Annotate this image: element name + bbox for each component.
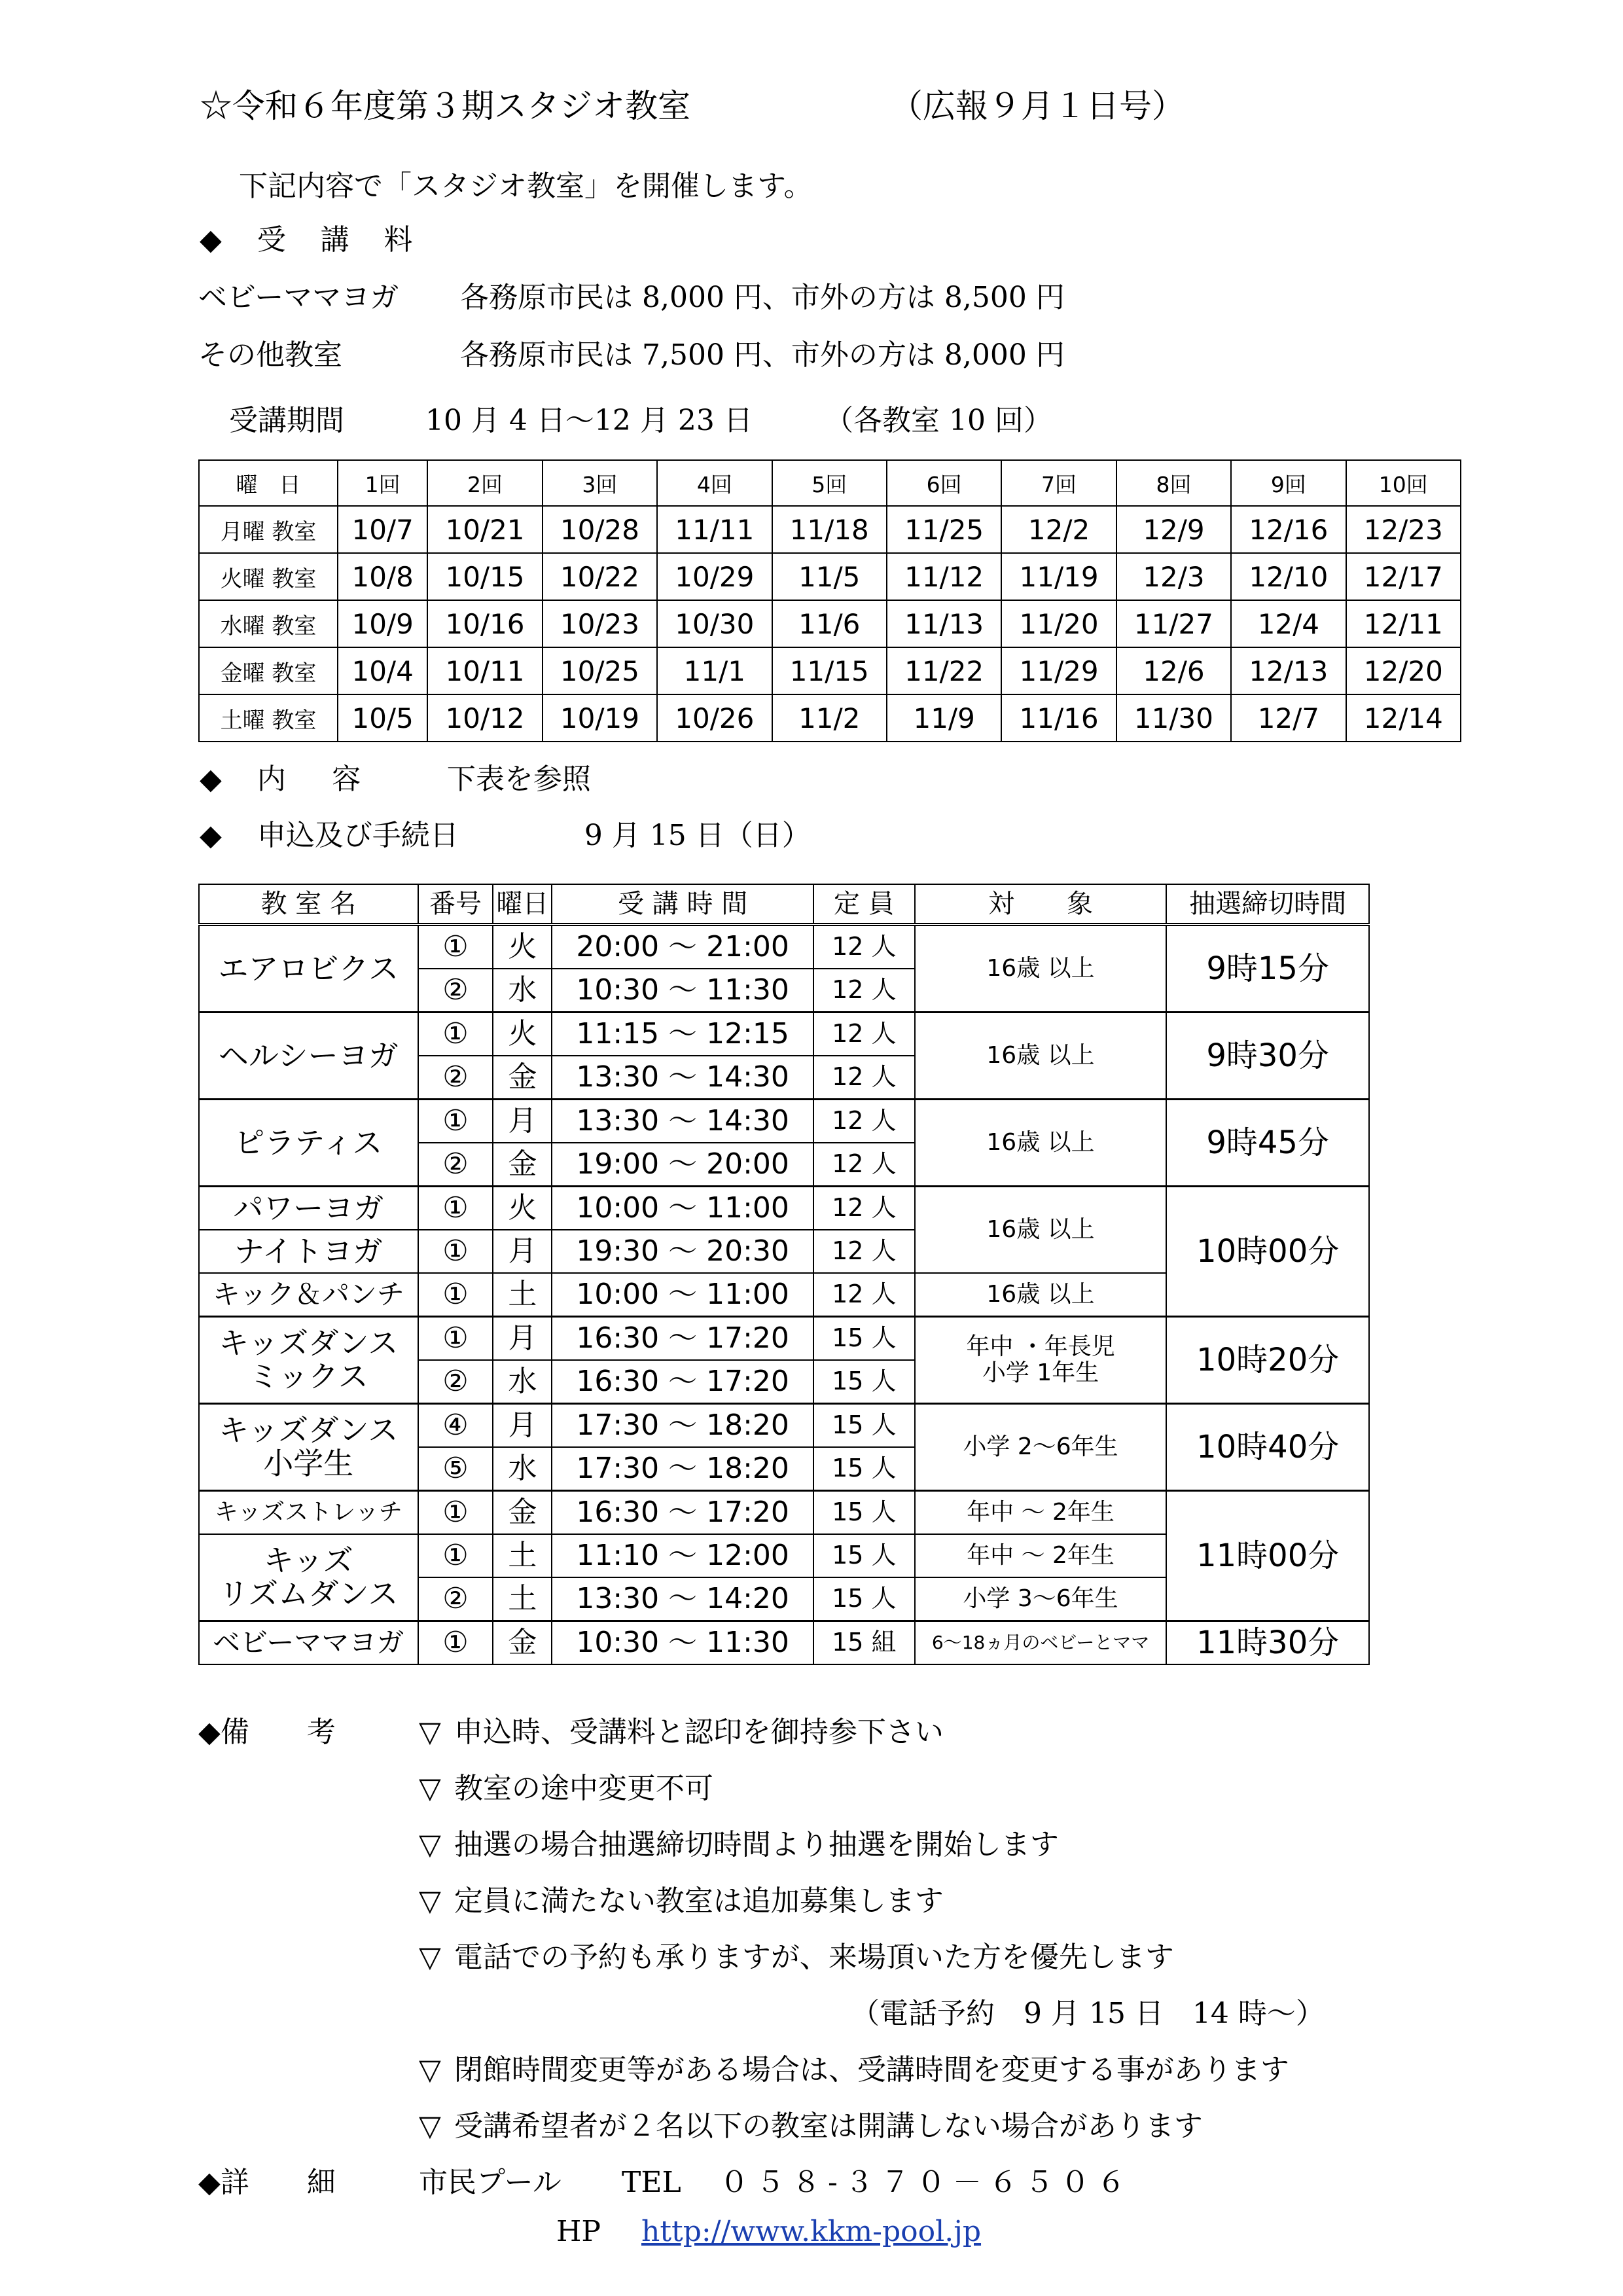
class-deadline: 9時45分 bbox=[1166, 1100, 1369, 1187]
diamond-bullet-icon: ◆ bbox=[200, 819, 222, 852]
intro-text: 下記内容で「スタジオ教室」を開催します。 bbox=[239, 170, 813, 203]
details-heading: ◆詳 細 bbox=[198, 2166, 336, 2199]
schedule-header-cell: 4回 bbox=[657, 460, 772, 506]
class-name-line: キッズダンス bbox=[219, 1412, 399, 1448]
class-day: 火 bbox=[493, 1013, 552, 1056]
schedule-date: 11/25 bbox=[887, 506, 1001, 553]
class-row bbox=[199, 1317, 1369, 1361]
schedule-date: 10/19 bbox=[543, 694, 657, 742]
class-target: 16歳 以上 bbox=[915, 1013, 1167, 1100]
remark-text: 申込時、受講料と認印を御持参下さい bbox=[454, 1715, 944, 1749]
schedule-date: 11/15 bbox=[772, 647, 887, 694]
class-name-line: ミックス bbox=[248, 1359, 368, 1394]
hp-label: HP bbox=[556, 2215, 601, 2248]
class-capacity: 15 人 bbox=[813, 1360, 915, 1404]
schedule-table bbox=[198, 459, 1461, 742]
class-number: ① bbox=[418, 1491, 493, 1535]
schedule-date: 10/9 bbox=[338, 600, 427, 647]
class-name-line: キッズ bbox=[263, 1543, 353, 1579]
schedule-header-cell: 1回 bbox=[338, 460, 427, 506]
period-label: 受講期間 bbox=[229, 404, 344, 437]
class-header-cell: 番号 bbox=[418, 884, 493, 925]
remark-item bbox=[419, 1708, 944, 1750]
class-name bbox=[199, 1404, 418, 1491]
class-name: ピラティス bbox=[199, 1100, 418, 1187]
schedule-date: 12/13 bbox=[1231, 647, 1346, 694]
class-time: 10:00 ～ 11:00 bbox=[552, 1273, 813, 1317]
schedule-row bbox=[199, 506, 1461, 553]
class-number: ① bbox=[418, 1230, 493, 1273]
class-target: 小学 2～6年生 bbox=[915, 1404, 1167, 1491]
schedule-date: 10/8 bbox=[338, 553, 427, 600]
schedule-date: 11/18 bbox=[772, 506, 887, 553]
class-day: 土 bbox=[493, 1273, 552, 1317]
class-capacity: 15 人 bbox=[813, 1534, 915, 1577]
diamond-bullet-icon: ◆ bbox=[200, 223, 222, 257]
period-value: 10 月 4 日～12 月 23 日 bbox=[425, 404, 753, 437]
class-number: ② bbox=[418, 1143, 493, 1187]
triangle-bullet-icon: ▽ bbox=[419, 1828, 441, 1861]
schedule-date: 11/19 bbox=[1001, 553, 1116, 600]
schedule-date: 12/3 bbox=[1116, 553, 1231, 600]
fee-row bbox=[198, 331, 1065, 373]
schedule-header-cell: 7回 bbox=[1001, 460, 1116, 506]
schedule-day: 火曜 教室 bbox=[199, 553, 338, 600]
remark-text: 受講希望者が２名以下の教室は開講しない場合があります bbox=[454, 2109, 1203, 2143]
class-header-row bbox=[199, 884, 1369, 925]
schedule-header-row bbox=[199, 460, 1461, 506]
class-header-cell: 定 員 bbox=[813, 884, 915, 925]
schedule-date: 12/9 bbox=[1116, 506, 1231, 553]
class-deadline: 10時00分 bbox=[1166, 1187, 1369, 1317]
class-table bbox=[198, 884, 1370, 1665]
class-capacity: 15 人 bbox=[813, 1317, 915, 1361]
class-number: ① bbox=[418, 1534, 493, 1577]
class-name: パワーヨガ bbox=[199, 1187, 418, 1230]
class-day: 月 bbox=[493, 1317, 552, 1361]
diamond-bullet-icon: ◆ bbox=[200, 762, 222, 796]
application-value: 9 月 15 日（日） bbox=[584, 819, 811, 852]
class-day: 土 bbox=[493, 1577, 552, 1621]
schedule-date: 10/22 bbox=[543, 553, 657, 600]
class-number: ① bbox=[418, 1273, 493, 1317]
class-capacity: 15 人 bbox=[813, 1491, 915, 1535]
class-time: 13:30 ～ 14:30 bbox=[552, 1056, 813, 1100]
class-time: 10:00 ～ 11:00 bbox=[552, 1187, 813, 1230]
triangle-bullet-icon: ▽ bbox=[419, 2109, 441, 2143]
class-target: 年中 ～ 2年生 bbox=[915, 1491, 1167, 1535]
schedule-day: 金曜 教室 bbox=[199, 647, 338, 694]
remark-item bbox=[419, 1933, 1174, 1975]
class-name: ナイトヨガ bbox=[199, 1230, 418, 1273]
class-target bbox=[915, 1317, 1167, 1404]
remark-item bbox=[419, 2102, 1203, 2144]
schedule-date: 11/6 bbox=[772, 600, 887, 647]
class-time: 20:00 ～ 21:00 bbox=[552, 925, 813, 969]
schedule-date: 10/28 bbox=[543, 506, 657, 553]
schedule-date: 12/11 bbox=[1346, 600, 1461, 647]
schedule-date: 11/13 bbox=[887, 600, 1001, 647]
class-row bbox=[199, 1621, 1369, 1665]
class-time: 16:30 ～ 17:20 bbox=[552, 1360, 813, 1404]
class-row bbox=[199, 1100, 1369, 1143]
details-contact bbox=[419, 2159, 1133, 2200]
schedule-date: 11/12 bbox=[887, 553, 1001, 600]
class-capacity: 12 人 bbox=[813, 1187, 915, 1230]
schedule-header-cell: 曜 日 bbox=[199, 460, 338, 506]
tel-number: ０５８‐３７０－６５０６ bbox=[720, 2166, 1133, 2199]
class-header-cell: 受 講 時 間 bbox=[552, 884, 813, 925]
class-number: ① bbox=[418, 1100, 493, 1143]
schedule-header-cell: 2回 bbox=[427, 460, 542, 506]
class-row bbox=[199, 1491, 1369, 1535]
class-target: 16歳 以上 bbox=[915, 925, 1167, 1013]
class-day: 水 bbox=[493, 969, 552, 1013]
class-time: 10:30 ～ 11:30 bbox=[552, 969, 813, 1013]
schedule-date: 10/7 bbox=[338, 506, 427, 553]
remark-item bbox=[419, 2046, 1289, 2088]
content-row bbox=[200, 755, 591, 797]
triangle-bullet-icon: ▽ bbox=[419, 1715, 441, 1749]
class-number: ② bbox=[418, 1577, 493, 1621]
class-day: 金 bbox=[493, 1143, 552, 1187]
class-time: 13:30 ～ 14:30 bbox=[552, 1100, 813, 1143]
schedule-date: 10/12 bbox=[427, 694, 542, 742]
homepage-link[interactable]: http://www.kkm-pool.jp bbox=[641, 2215, 982, 2248]
schedule-date: 11/9 bbox=[887, 694, 1001, 742]
schedule-date: 10/4 bbox=[338, 647, 427, 694]
remark-item bbox=[419, 1765, 713, 1806]
triangle-bullet-icon: ▽ bbox=[419, 2053, 441, 2087]
remark-text: 抽選の場合抽選締切時間より抽選を開始します bbox=[454, 1828, 1059, 1861]
schedule-row bbox=[199, 600, 1461, 647]
triangle-bullet-icon: ▽ bbox=[419, 1941, 441, 1974]
schedule-row bbox=[199, 553, 1461, 600]
class-number: ⑤ bbox=[418, 1447, 493, 1491]
class-deadline: 11時00分 bbox=[1166, 1491, 1369, 1621]
class-capacity: 12 人 bbox=[813, 1230, 915, 1273]
class-row bbox=[199, 1187, 1369, 1230]
remark-text: 教室の途中変更不可 bbox=[454, 1772, 713, 1805]
class-name: キック＆パンチ bbox=[199, 1273, 418, 1317]
class-header-cell: 曜日 bbox=[493, 884, 552, 925]
class-time: 11:15 ～ 12:15 bbox=[552, 1013, 813, 1056]
class-name-line: キッズダンス bbox=[219, 1325, 399, 1361]
schedule-date: 10/15 bbox=[427, 553, 542, 600]
class-number: ① bbox=[418, 1621, 493, 1665]
class-name: ヘルシーヨガ bbox=[199, 1013, 418, 1100]
schedule-row bbox=[199, 694, 1461, 742]
remark-text: 電話での予約も承りますが、来場頂いた方を優先します bbox=[454, 1941, 1174, 1974]
fee-text: 各務原市民は 7,500 円、市外の方は 8,000 円 bbox=[460, 338, 1065, 372]
class-capacity: 12 人 bbox=[813, 925, 915, 969]
schedule-date: 10/21 bbox=[427, 506, 542, 553]
class-number: ② bbox=[418, 1360, 493, 1404]
schedule-day: 土曜 教室 bbox=[199, 694, 338, 742]
class-target: 16歳 以上 bbox=[915, 1273, 1167, 1317]
content-value: 下表を参照 bbox=[446, 762, 591, 796]
class-time: 10:30 ～ 11:30 bbox=[552, 1621, 813, 1665]
class-name: エアロビクス bbox=[199, 925, 418, 1013]
remark-item bbox=[419, 1821, 1059, 1863]
phone-note: （電話予約 9 月 15 日 14 時～） bbox=[851, 1997, 1325, 2030]
class-number: ④ bbox=[418, 1404, 493, 1448]
period-row bbox=[229, 397, 1052, 439]
schedule-date: 10/26 bbox=[657, 694, 772, 742]
remark-text: 閉館時間変更等がある場合は、受講時間を変更する事があります bbox=[454, 2053, 1289, 2087]
class-day: 金 bbox=[493, 1621, 552, 1665]
class-day: 金 bbox=[493, 1491, 552, 1535]
schedule-day: 水曜 教室 bbox=[199, 600, 338, 647]
class-time: 19:30 ～ 20:30 bbox=[552, 1230, 813, 1273]
triangle-bullet-icon: ▽ bbox=[419, 1772, 441, 1805]
schedule-date: 10/30 bbox=[657, 600, 772, 647]
schedule-date: 11/20 bbox=[1001, 600, 1116, 647]
schedule-date: 10/23 bbox=[543, 600, 657, 647]
schedule-date: 11/30 bbox=[1116, 694, 1231, 742]
class-number: ① bbox=[418, 1317, 493, 1361]
schedule-date: 12/10 bbox=[1231, 553, 1346, 600]
class-row bbox=[199, 1404, 1369, 1448]
class-deadline: 10時40分 bbox=[1166, 1404, 1369, 1491]
schedule-day: 月曜 教室 bbox=[199, 506, 338, 553]
schedule-date: 12/20 bbox=[1346, 647, 1461, 694]
fee-heading bbox=[200, 216, 447, 258]
class-name: ベビーママヨガ bbox=[199, 1621, 418, 1665]
schedule-header-cell: 9回 bbox=[1231, 460, 1346, 506]
class-day: 火 bbox=[493, 1187, 552, 1230]
class-capacity: 12 人 bbox=[813, 1100, 915, 1143]
class-capacity: 12 人 bbox=[813, 1143, 915, 1187]
period-note: （各教室 10 回） bbox=[825, 404, 1052, 437]
fee-text: 各務原市民は 8,000 円、市外の方は 8,500 円 bbox=[460, 281, 1065, 314]
class-day: 土 bbox=[493, 1534, 552, 1577]
class-capacity: 12 人 bbox=[813, 1013, 915, 1056]
class-number: ① bbox=[418, 1013, 493, 1056]
class-day: 火 bbox=[493, 925, 552, 969]
class-target: 年中 ～ 2年生 bbox=[915, 1534, 1167, 1577]
class-number: ① bbox=[418, 925, 493, 969]
class-day: 水 bbox=[493, 1447, 552, 1491]
schedule-date: 12/6 bbox=[1116, 647, 1231, 694]
class-day: 月 bbox=[493, 1404, 552, 1448]
class-header-cell: 抽選締切時間 bbox=[1166, 884, 1369, 925]
class-number: ② bbox=[418, 969, 493, 1013]
schedule-date: 11/27 bbox=[1116, 600, 1231, 647]
class-name: キッズストレッチ bbox=[199, 1491, 418, 1535]
class-header-cell: 対 象 bbox=[915, 884, 1167, 925]
schedule-date: 12/4 bbox=[1231, 600, 1346, 647]
schedule-date: 11/29 bbox=[1001, 647, 1116, 694]
schedule-date: 12/16 bbox=[1231, 506, 1346, 553]
class-row bbox=[199, 1013, 1369, 1056]
class-capacity: 12 人 bbox=[813, 969, 915, 1013]
class-name bbox=[199, 1317, 418, 1404]
class-target-line: 小学 1年生 bbox=[982, 1359, 1099, 1386]
remark-text: 定員に満たない教室は追加募集します bbox=[454, 1884, 944, 1918]
class-deadline: 9時30分 bbox=[1166, 1013, 1369, 1100]
class-capacity: 12 人 bbox=[813, 1056, 915, 1100]
details-org: 市民プール bbox=[419, 2166, 562, 2199]
class-time: 11:10 ～ 12:00 bbox=[552, 1534, 813, 1577]
class-capacity: 15 人 bbox=[813, 1404, 915, 1448]
details-hp bbox=[556, 2215, 981, 2248]
class-deadline: 9時15分 bbox=[1166, 925, 1369, 1013]
class-day: 月 bbox=[493, 1230, 552, 1273]
issue-label: （広報９月１日号） bbox=[890, 87, 1185, 125]
fee-heading-label: 受講料 bbox=[257, 223, 448, 257]
schedule-date: 11/5 bbox=[772, 553, 887, 600]
schedule-date: 10/5 bbox=[338, 694, 427, 742]
remark-item bbox=[419, 1877, 944, 1919]
class-time: 17:30 ～ 18:20 bbox=[552, 1404, 813, 1448]
class-time: 19:00 ～ 20:00 bbox=[552, 1143, 813, 1187]
class-deadline: 10時20分 bbox=[1166, 1317, 1369, 1404]
schedule-header-cell: 5回 bbox=[772, 460, 887, 506]
schedule-header-cell: 3回 bbox=[543, 460, 657, 506]
schedule-date: 11/1 bbox=[657, 647, 772, 694]
fee-row bbox=[198, 274, 1065, 315]
class-target: 6～18ヵ月のベビーとママ bbox=[915, 1621, 1167, 1665]
triangle-bullet-icon: ▽ bbox=[419, 1884, 441, 1918]
class-deadline: 11時30分 bbox=[1166, 1621, 1369, 1665]
class-header-cell: 教 室 名 bbox=[199, 884, 418, 925]
tel-label: TEL bbox=[622, 2166, 681, 2199]
class-day: 金 bbox=[493, 1056, 552, 1100]
schedule-header-cell: 6回 bbox=[887, 460, 1001, 506]
class-time: 16:30 ～ 17:20 bbox=[552, 1317, 813, 1361]
class-name-line: リズムダンス bbox=[219, 1576, 399, 1611]
class-day: 月 bbox=[493, 1100, 552, 1143]
content-label: 内容 bbox=[257, 762, 407, 796]
application-row bbox=[200, 812, 811, 853]
class-target: 16歳 以上 bbox=[915, 1100, 1167, 1187]
class-capacity: 15 組 bbox=[813, 1621, 915, 1665]
schedule-date: 10/16 bbox=[427, 600, 542, 647]
class-target: 小学 3～6年生 bbox=[915, 1577, 1167, 1621]
class-target-line: 年中 ・年長児 bbox=[966, 1333, 1115, 1361]
schedule-date: 11/11 bbox=[657, 506, 772, 553]
schedule-date: 11/16 bbox=[1001, 694, 1116, 742]
schedule-row bbox=[199, 647, 1461, 694]
class-capacity: 12 人 bbox=[813, 1273, 915, 1317]
schedule-date: 12/17 bbox=[1346, 553, 1461, 600]
schedule-date: 10/11 bbox=[427, 647, 542, 694]
schedule-date: 12/14 bbox=[1346, 694, 1461, 742]
page-title: ☆令和６年度第３期スタジオ教室 bbox=[200, 87, 690, 125]
schedule-date: 11/2 bbox=[772, 694, 887, 742]
schedule-header-cell: 10回 bbox=[1346, 460, 1461, 506]
class-day: 水 bbox=[493, 1360, 552, 1404]
schedule-header-cell: 8回 bbox=[1116, 460, 1231, 506]
class-number: ② bbox=[418, 1056, 493, 1100]
class-name-line: 小学生 bbox=[263, 1446, 354, 1481]
class-time: 16:30 ～ 17:20 bbox=[552, 1491, 813, 1535]
schedule-date: 11/22 bbox=[887, 647, 1001, 694]
fee-category: その他教室 bbox=[198, 338, 342, 372]
class-time: 13:30 ～ 14:20 bbox=[552, 1577, 813, 1621]
class-capacity: 15 人 bbox=[813, 1577, 915, 1621]
schedule-date: 10/29 bbox=[657, 553, 772, 600]
schedule-date: 12/23 bbox=[1346, 506, 1461, 553]
class-name bbox=[199, 1534, 418, 1621]
class-target: 16歳 以上 bbox=[915, 1187, 1167, 1274]
fee-category: ベビーママヨガ bbox=[198, 281, 399, 314]
remarks-heading: ◆備 考 bbox=[198, 1715, 336, 1749]
schedule-date: 12/7 bbox=[1231, 694, 1346, 742]
application-label: 申込及び手続日 bbox=[257, 819, 459, 852]
schedule-date: 12/2 bbox=[1001, 506, 1116, 553]
class-time: 17:30 ～ 18:20 bbox=[552, 1447, 813, 1491]
class-number: ① bbox=[418, 1187, 493, 1230]
schedule-date: 10/25 bbox=[543, 647, 657, 694]
class-row bbox=[199, 925, 1369, 969]
class-capacity: 15 人 bbox=[813, 1447, 915, 1491]
